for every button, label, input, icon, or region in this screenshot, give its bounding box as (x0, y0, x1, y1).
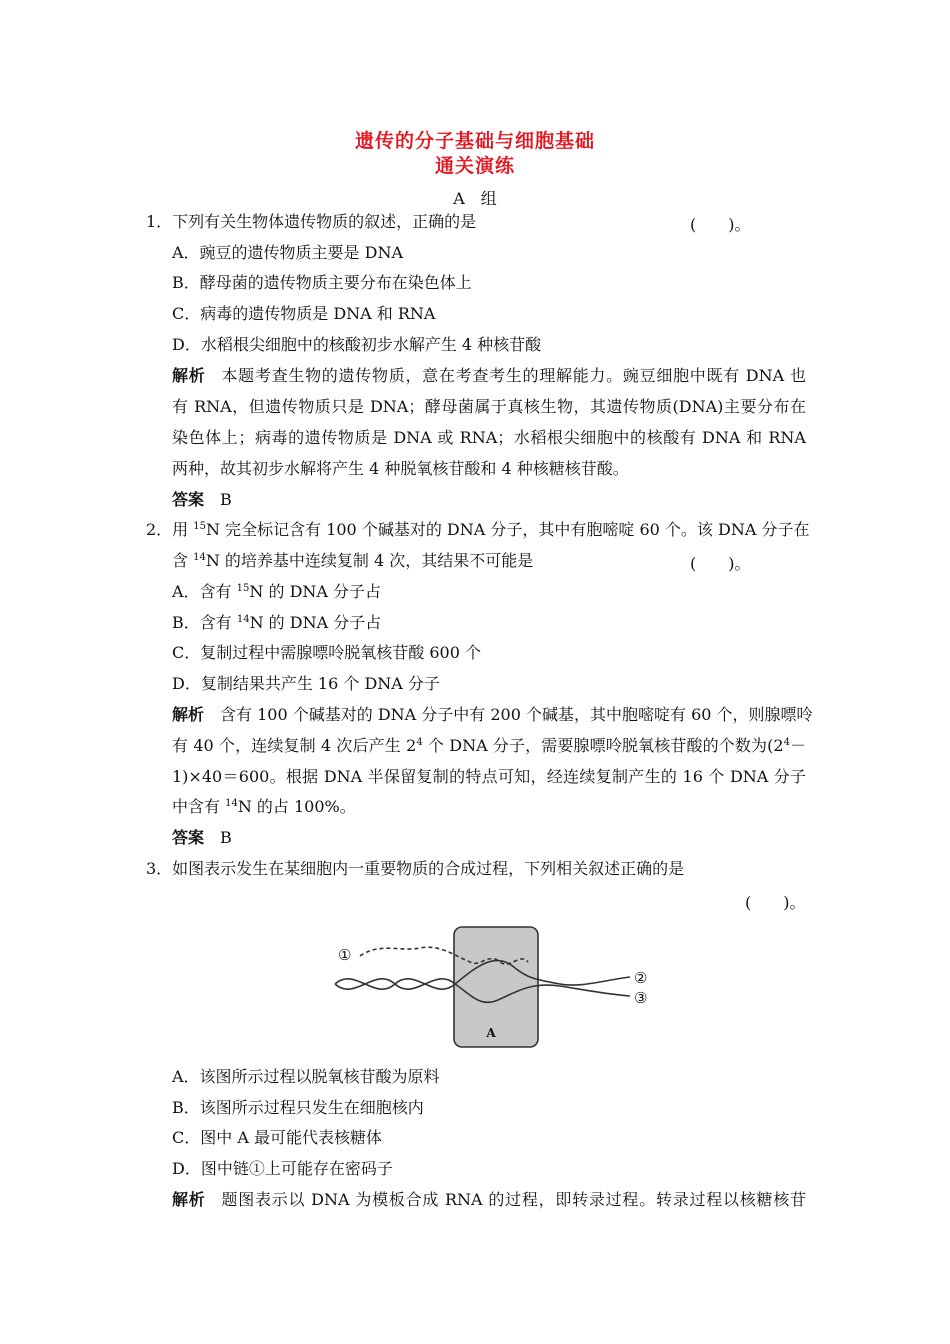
q3-analysis-line-1: 解析 题图表示以 DNA 为模板合成 RNA 的过程，即转录过程。转录过程以核糖核苷 (172, 1190, 806, 1209)
q3-option-a: A．该图所示过程以脱氧核苷酸为原料 (172, 1067, 440, 1086)
answer-value: B (220, 828, 232, 847)
label-strand-1: ① (338, 946, 352, 964)
q2-analysis-line-2: 有 40 个，连续复制 4 次后产生 $2^4$ 个 DNA 分子，需要腺嘌呤脱氧核苷酸的个数为($2^4-$ (172, 736, 806, 755)
q1-answer (172, 490, 232, 510)
q2-stem-line-1: 2．用 $^{15}$N 完全标记含有 100 个碱基对的 DNA 分子，其中有胞嘧啶 60 个。该 DNA 分子在 (146, 520, 810, 539)
q2-option-a: A．含有 $^{15}$N 的 DNA 分子占 (172, 582, 382, 601)
q2-analysis-line-4: 中含有 $^{14}$N 的占 100%。 (172, 797, 356, 816)
q1-option-a: A．豌豆的遗传物质主要是 DNA (172, 243, 404, 262)
document-subtitle: 通关演练 (434, 155, 515, 177)
label-a: A (486, 1026, 496, 1040)
answer-label: 答案 (172, 490, 205, 509)
label-strand-2: ② (634, 969, 648, 987)
transcription-diagram (330, 922, 660, 1056)
q1-stem: 1．下列有关生物体遗传物质的叙述，正确的是 (146, 212, 477, 231)
q2-option-d: D．复制结果共产生 16 个 DNA 分子 (172, 674, 440, 693)
answer-value: B (220, 490, 232, 509)
q1-analysis-line-1: 解析 本题考查生物的遗传物质，意在考查考生的理解能力。豌豆细胞中既有 DNA 也 (172, 366, 806, 385)
enzyme-box (454, 927, 538, 1047)
q1-option-c: C．病毒的遗传物质是 DNA 和 RNA (172, 304, 436, 323)
q2-stem-line-2: 含 $^{14}$N 的培养基中连续复制 4 次，其结果不可能是 (172, 551, 534, 570)
q3-stem: 3．如图表示发生在某细胞内一重要物质的合成过程，下列相关叙述正确的是 (146, 859, 685, 878)
q3-bracket: ( )。 (745, 893, 806, 912)
q3-option-b: B．该图所示过程只发生在细胞核内 (172, 1098, 424, 1117)
q1-analysis-line-4: 两种，故其初步水解将产生 4 种脱氧核苷酸和 4 种核糖核苷酸。 (172, 459, 629, 478)
analysis-label: 解析 (172, 1190, 206, 1209)
q2-answer (172, 828, 232, 848)
analysis-label: 解析 (172, 705, 205, 724)
q2-analysis-line-3: 1)×40＝600。根据 DNA 半保留复制的特点可知，经连续复制产生的 16 个 DNA 分子 (172, 767, 806, 786)
q1-analysis-line-2: 有 RNA，但遗传物质只是 DNA；酵母菌属于真核生物，其遗传物质(DNA)主要分布在 (172, 397, 806, 416)
analysis-label: 解析 (172, 366, 206, 385)
q1-option-b: B．酵母菌的遗传物质主要分布在染色体上 (172, 273, 472, 292)
q2-option-b: B．含有 $^{14}$N 的 DNA 分子占 (172, 613, 382, 632)
q1-bracket: ( )。 (690, 215, 751, 234)
transcription-svg (330, 922, 660, 1052)
q2-bracket: ( )。 (690, 554, 751, 573)
q2-option-c: C．复制过程中需腺嘌呤脱氧核苷酸 600 个 (172, 643, 481, 662)
q3-option-d: D．图中链①上可能存在密码子 (172, 1159, 393, 1178)
document-title: 遗传的分子基础与细胞基础 (354, 130, 595, 152)
q3-option-c: C．图中 A 最可能代表核糖体 (172, 1128, 382, 1147)
answer-label: 答案 (172, 828, 205, 847)
group-heading: A 组 (453, 189, 497, 208)
q1-option-d: D．水稻根尖细胞中的核酸初步水解产生 4 种核苷酸 (172, 335, 542, 354)
q2-analysis-line-1: 解析 含有 100 个碱基对的 DNA 分子中有 200 个碱基，其中胞嘧啶有 60 个，则腺嘌呤 (172, 705, 813, 724)
q1-analysis-line-3: 染色体上；病毒的遗传物质是 DNA 或 RNA；水稻根尖细胞中的核酸有 DNA 和 RNA (172, 428, 806, 447)
label-strand-3: ③ (634, 989, 648, 1007)
